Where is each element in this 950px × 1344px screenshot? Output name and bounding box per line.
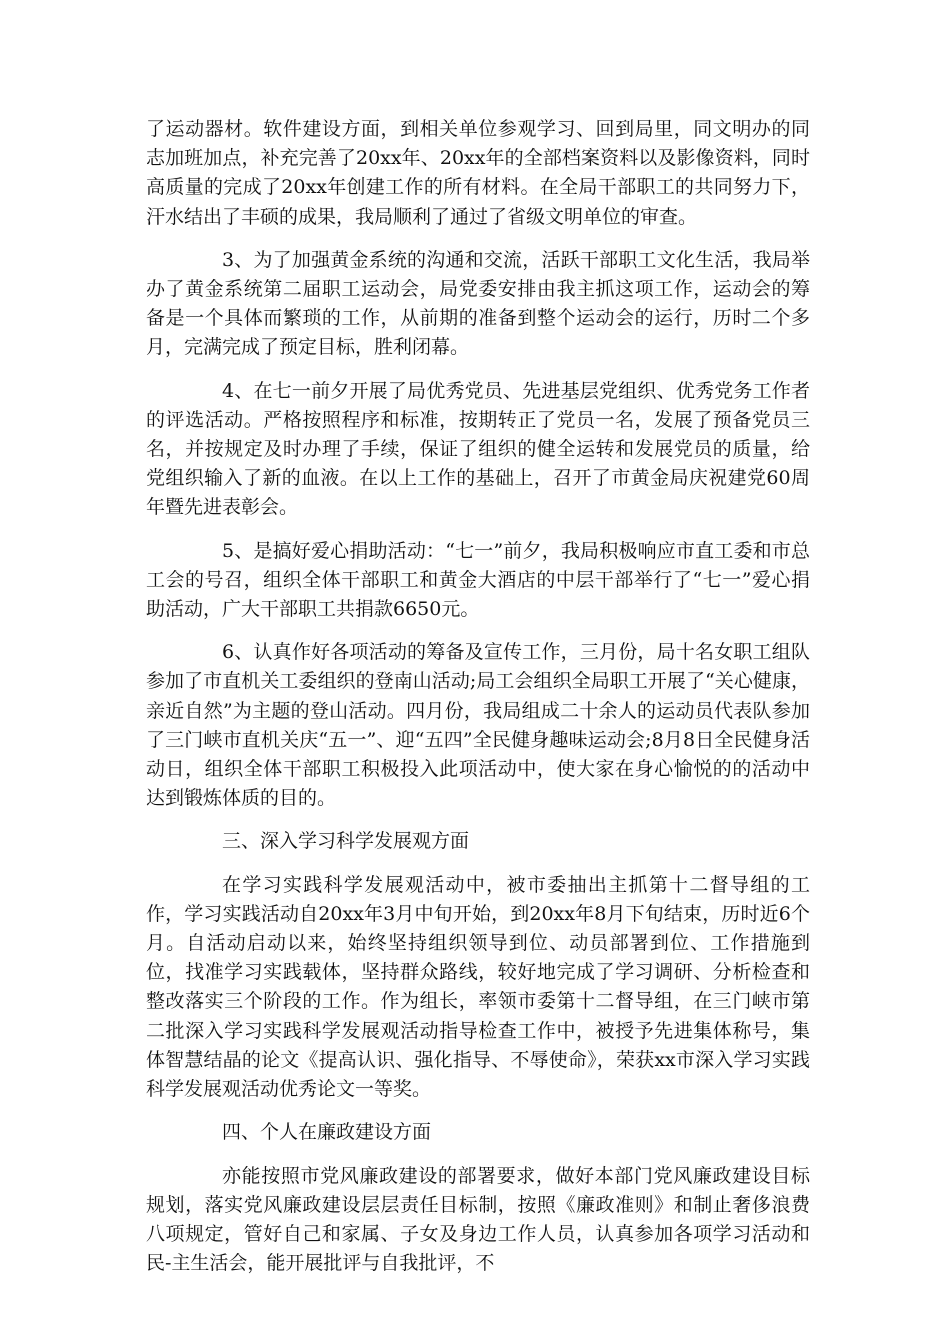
section-heading-3: 三、深入学习科学发展观方面 xyxy=(222,830,470,853)
paragraph-item-5: 5、是搞好爱心捐助活动：“七一”前夕，我局积极响应市直工委和市总工会的号召，组织全体干部职工和黄金大酒店的中层干部举行了“七一”爱心捐助活动，广大干部职工共捐款6650元。 xyxy=(146,539,810,621)
paragraph-item-6: 6、认真作好各项活动的筹备及宣传工作，三月份，局十名女职工组队参加了市直机关工委组织的登南山活动;局工会组织全局职工开展了“关心健康，亲近自然”为主题的登山活动。四月份，我局组成二十余人的运动员代表队参加了三门峡市直机关庆“五一”、迎“五四”全民健身趣味运动会;8月8日全民健身活动日，组织全体干部职工积极投入此项活动中，使大家在身心愉悦的的活动中达到锻炼体质的目的。 xyxy=(146,641,810,810)
section-heading-4: 四、个人在廉政建设方面 xyxy=(222,1121,432,1144)
document-body xyxy=(146,115,810,1292)
paragraph-integrity: 亦能按照市党风廉政建设的部署要求，做好本部门党风廉政建设目标规划，落实党风廉政建设层层责任目标制，按照《廉政准则》和制止奢侈浪费八项规定，管好自己和家属、子女及身边工作人员，认真参加各项学习活动和民-主生活会，能开展批评与自我批评，不 xyxy=(146,1164,810,1275)
paragraph-item-4: 4、在七一前夕开展了局优秀党员、先进基层党组织、优秀党务工作者的评选活动。严格按照程序和标准，按期转正了党员一名，发展了预备党员三名，并按规定及时办理了手续，保证了组织的健全运转和发展党员的质量，给党组织输入了新的血液。在以上工作的基础上，召开了市黄金局庆祝建党60周年暨先进表彰会。 xyxy=(146,379,810,519)
paragraph-continuation: 了运动器材。软件建设方面，到相关单位参观学习、回到局里，同文明办的同志加班加点，补充完善了20xx年、20xx年的全部档案资料以及影像资料，同时高质量的完成了20xx年创建工作的所有材料。在全局干部职工的共同努力下，汗水结出了丰硕的成果，我局顺利了通过了省级文明单位的审查。 xyxy=(146,118,810,228)
paragraph-item-3: 3、为了加强黄金系统的沟通和交流，活跃干部职工文化生活，我局举办了黄金系统第二届职工运动会，局党委安排由我主抓这项工作，运动会的筹备是一个具体而繁琐的工作，从前期的准备到整个运动会的运行，历时二个多月，完满完成了预定目标，胜利闭幕。 xyxy=(146,248,810,359)
paragraph-science-development: 在学习实践科学发展观活动中，被市委抽出主抓第十二督导组的工作，学习实践活动自20xx年3月中旬开始，到20xx年8月下旬结束，历时近6个月。自活动启动以来，始终坚持组织领导到位、动员部署到位、工作措施到位，找准学习实践载体，坚持群众路线，较好地完成了学习调研、分析检查和整改落实三个阶段的工作。作为组长，率领市委第十二督导组，在三门峡市第二批深入学习实践科学发展观活动指导检查工作中，被授予先进集体称号，集体智慧结晶的论文《提高认识、强化指导、不辱使命》，荣获xx市深入学习实践科学发展观活动优秀论文一等奖。 xyxy=(146,873,810,1101)
